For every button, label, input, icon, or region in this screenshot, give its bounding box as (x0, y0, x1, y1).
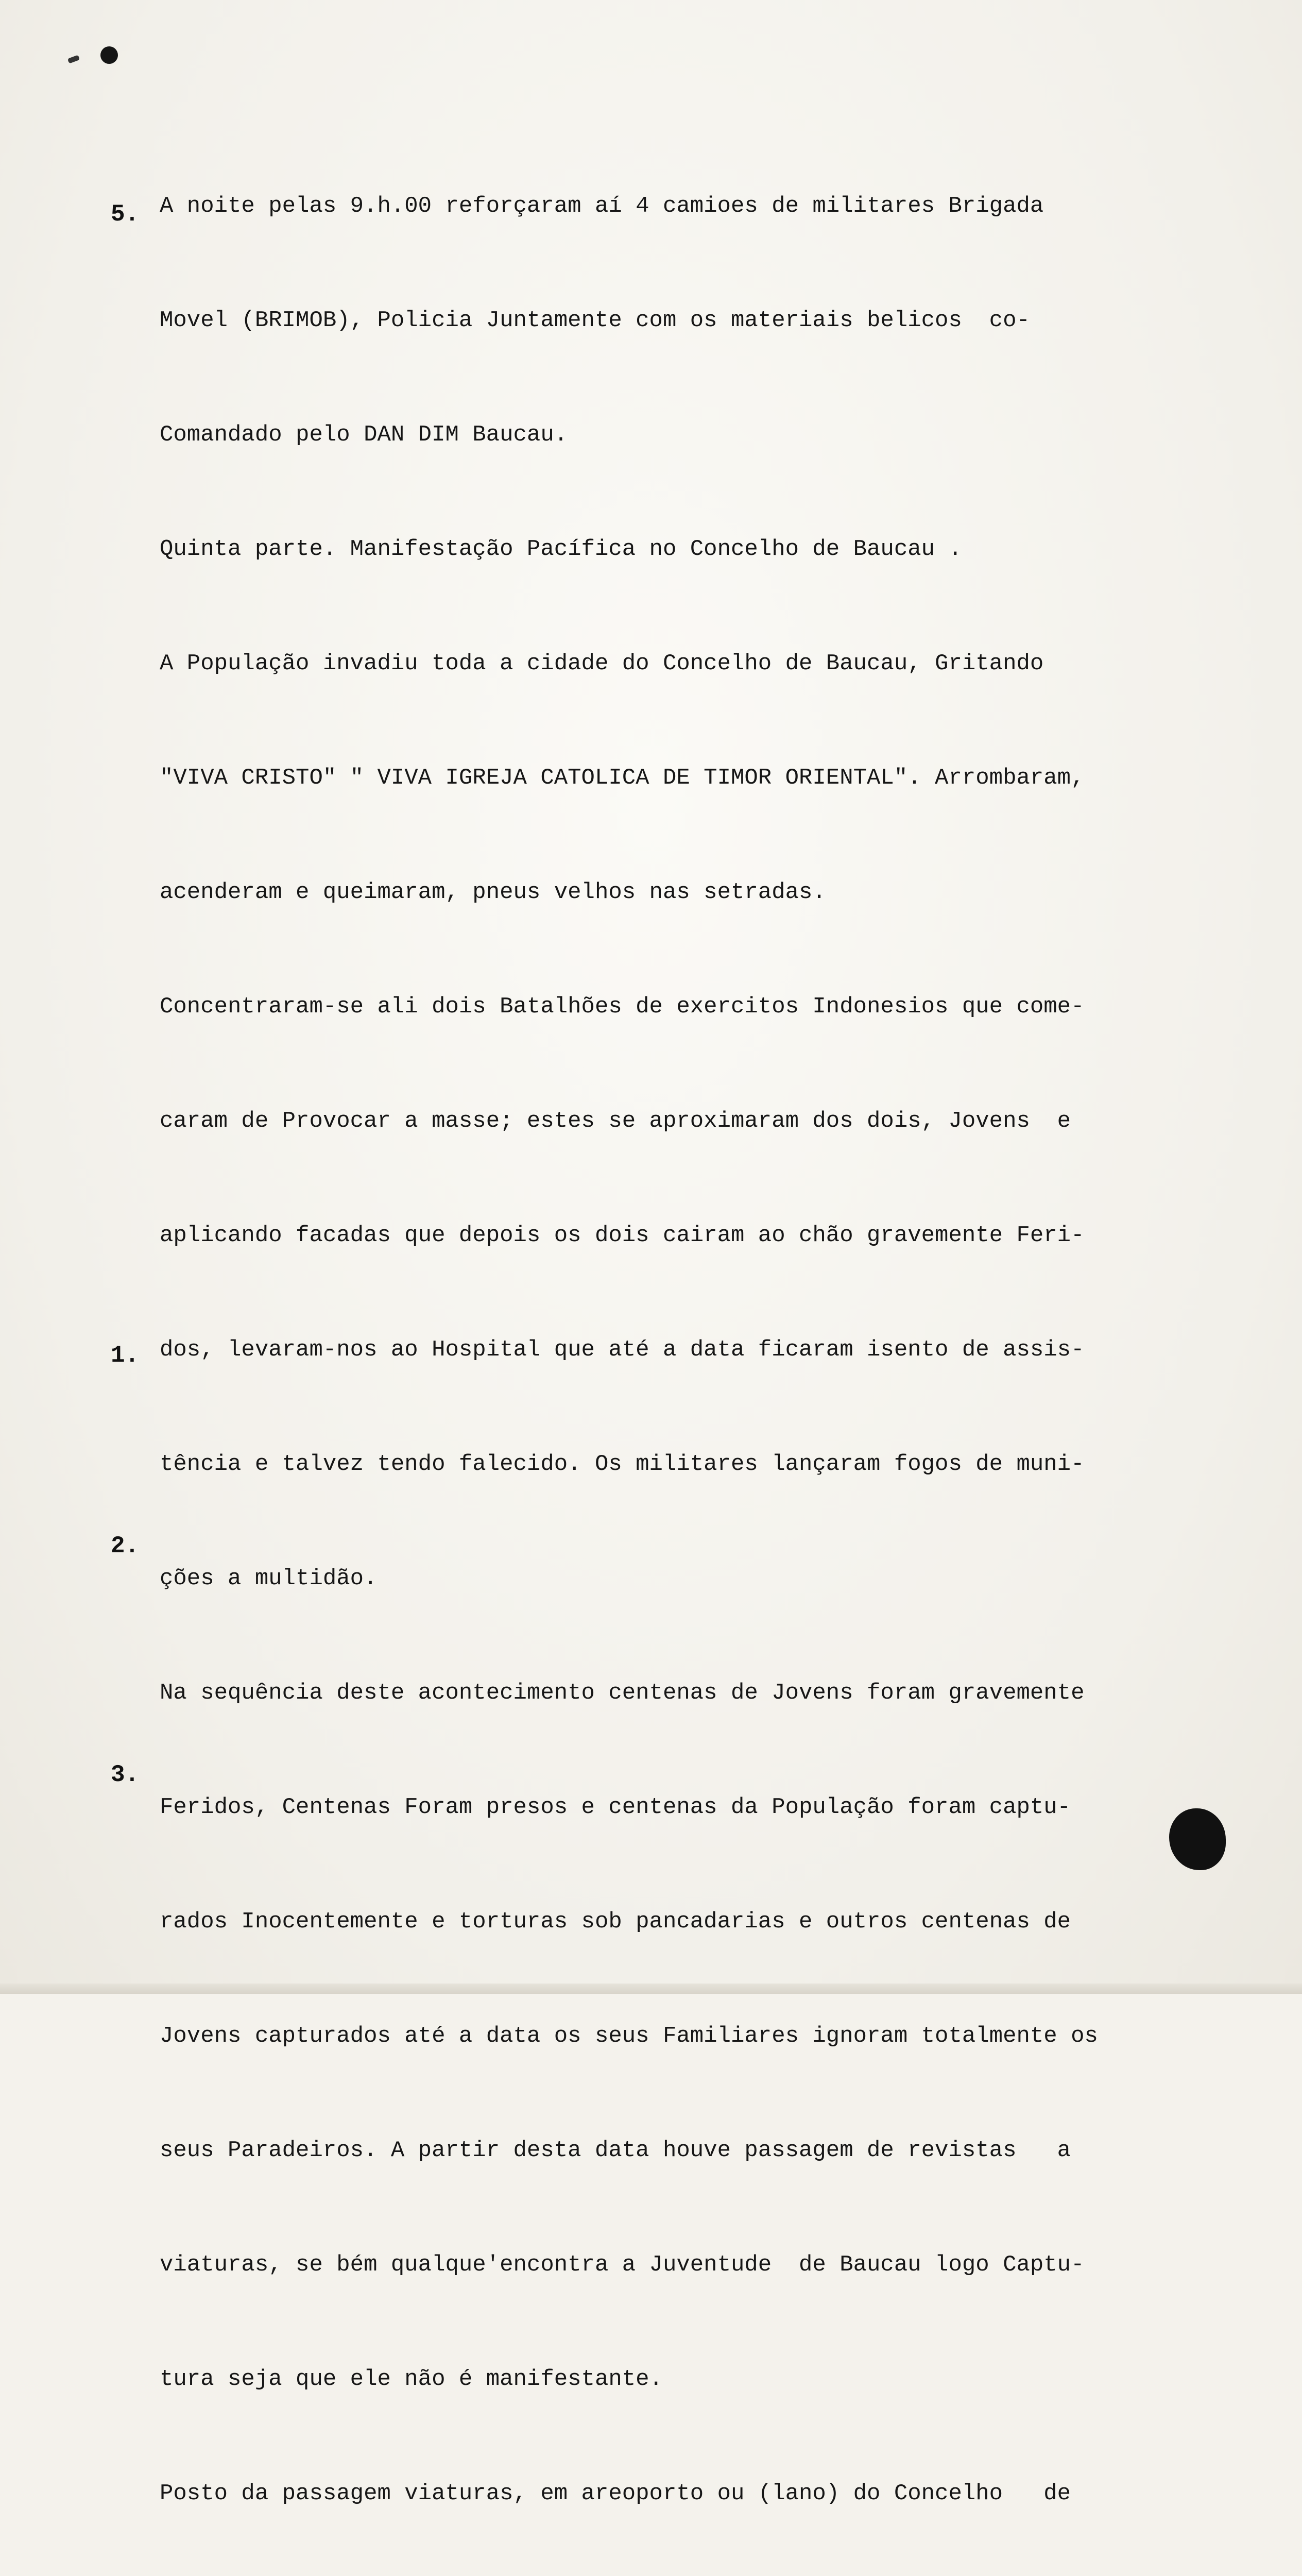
text-line: Feridos, Centenas Foram presos e centenas da População foram captu- (160, 1794, 1071, 1820)
text-line: "VIVA CRISTO" " VIVA IGREJA CATOLICA DE TIMOR ORIENTAL". Arrombaram, (160, 765, 1085, 791)
text-line: Na sequência deste acontecimento centenas de Jovens foram gravemente (160, 1680, 1085, 1706)
ink-blot-mark (100, 46, 118, 64)
text-line: caram de Provocar a masse; estes se aproximaram dos dois, Jovens e (160, 1108, 1071, 1134)
text-line: Quinta parte. Manifestação Pacífica no Concelho de Baucau . (160, 536, 962, 562)
text-line: viaturas, se bém qualque'encontra a Juventude de Baucau logo Captu- (160, 2252, 1085, 2278)
document-body (160, 111, 1226, 2576)
ink-smudge-mark (67, 55, 80, 64)
text-line: ções a multidão. (160, 1566, 378, 1591)
text-line: A População invadiu toda a cidade do Concelho de Baucau, Gritando (160, 651, 1044, 676)
item-number-3: 3. (111, 1761, 140, 1788)
item-number-1: 1. (111, 1342, 140, 1369)
text-line: A noite pelas 9.h.00 reforçaram aí 4 camioes de militares Brigada (160, 193, 1044, 219)
text-line: seus Paradeiros. A partir desta data houve passagem de revistas a (160, 2138, 1071, 2163)
text-line: Movel (BRIMOB), Policia Juntamente com os materiais belicos co- (160, 308, 1030, 333)
text-line: Posto da passagem viaturas, em areoporto ou (lano) do Concelho de (160, 2481, 1071, 2506)
item-number-2: 2. (111, 1533, 140, 1560)
text-line: tura seja que ele não é manifestante. (160, 2366, 663, 2392)
text-line: dos, levaram-nos ao Hospital que até a data ficaram isento de assis- (160, 1337, 1085, 1363)
page-edge (0, 1984, 1302, 1994)
text-line: Jovens capturados até a data os seus Familiares ignoram totalmente os (160, 2023, 1098, 2049)
text-line: aplicando facadas que depois os dois cairam ao chão gravemente Feri- (160, 1223, 1085, 1248)
text-line: acenderam e queimaram, pneus velhos nas setradas. (160, 879, 826, 905)
text-line: Comandado pelo DAN DIM Baucau. (160, 422, 568, 448)
text-line: rados Inocentemente e torturas sob pancadarias e outros centenas de (160, 1909, 1071, 1935)
text-line: Concentraram-se ali dois Batalhões de exercitos Indonesios que come- (160, 994, 1085, 1020)
section-number-5: 5. (111, 201, 140, 228)
text-line: tência e talvez tendo falecido. Os militares lançaram fogos de muni- (160, 1451, 1085, 1477)
